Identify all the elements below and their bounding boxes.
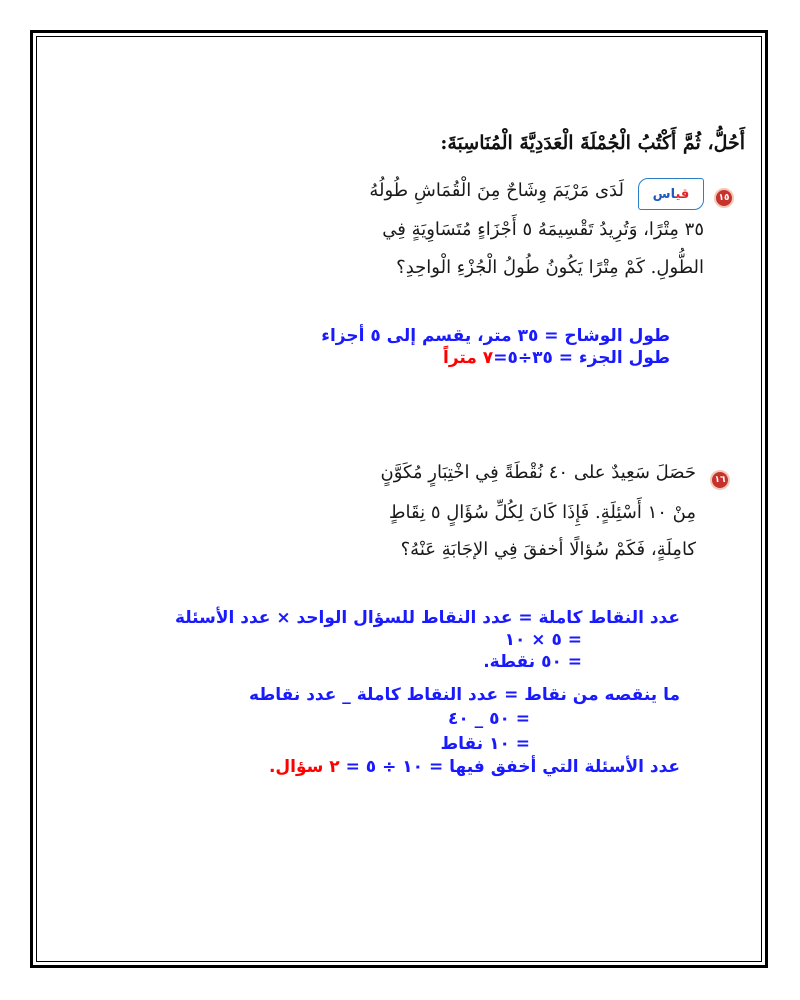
answer-line: = ١٠ نقاط [440,734,530,754]
measurement-tag-label: قياس [652,186,690,202]
problem-text-line: لَدَى مَرْيَمَ وِشَاحٌ مِنَ الْقُمَاشِ طُولُهُ [369,180,624,201]
answer-line: ما ينقصه من نقاط = عدد النقاط كاملة _ عدد نقاطه [248,685,680,705]
problem-number-badge: ١٥ [714,188,734,208]
answer-result: ٧ متراً [443,348,494,368]
measurement-tag [638,178,704,210]
answer-line: عدد الأسئلة التي أخفق فيها = ١٠ ÷ ٥ = ٢ سؤال. [268,757,680,777]
answer-line: = ٥٠ نقطة. [483,652,582,672]
page-border-inner [36,36,762,962]
problem-text-line: حَصَلَ سَعِيدٌ على ٤٠ نُقْطَةً فِي اخْتِبَارٍ مُكَوَّنٍ [380,462,696,483]
answer-line: طول الوشاح = ٣٥ متر، يقسم إلى ٥ أجزاء [321,326,670,346]
answer-line: = ٥٠ _ ٤٠ [447,709,530,729]
problem-number-badge: ١٦ [710,470,730,490]
problem-text-line: مِنْ ١٠ أَسْئِلَةٍ. فَإِذَا كَانَ لِكُلِّ سُؤَالٍ ٥ نِقَاطٍ [388,502,696,523]
answer-line: عدد النقاط كاملة = عدد النقاط للسؤال الواحد × عدد الأسئلة [174,608,680,628]
answer-result: ٢ سؤال. [268,757,340,777]
instruction-heading: أَحُلُّ، ثُمَّ أَكْتُبُ الْجُمْلَةَ الْعَدَدِيَّةَ الْمُنَاسِبَةَ: [440,132,745,154]
answer-line: = ٥ × ١٠ [504,630,582,650]
problem-text-line: الطُّولِ. كَمْ مِتْرًا يَكُونُ طُولُ الْجُزْءِ الْواحِدِ؟ [396,257,704,278]
answer-line: طول الجزء = ٣٥÷٥=٧ متراً [443,348,670,368]
problem-text-line: ٣٥ مِتْرًا، وَتُرِيدُ تَقْسِيمَهُ ٥ أَجْزَاءٍ مُتَسَاوِيَةٍ فِي [382,219,704,240]
problem-text-line: كامِلَةٍ، فَكَمْ سُؤالًا أخفقَ فِي الإجَابَةِ عَنْهُ؟ [400,539,696,560]
